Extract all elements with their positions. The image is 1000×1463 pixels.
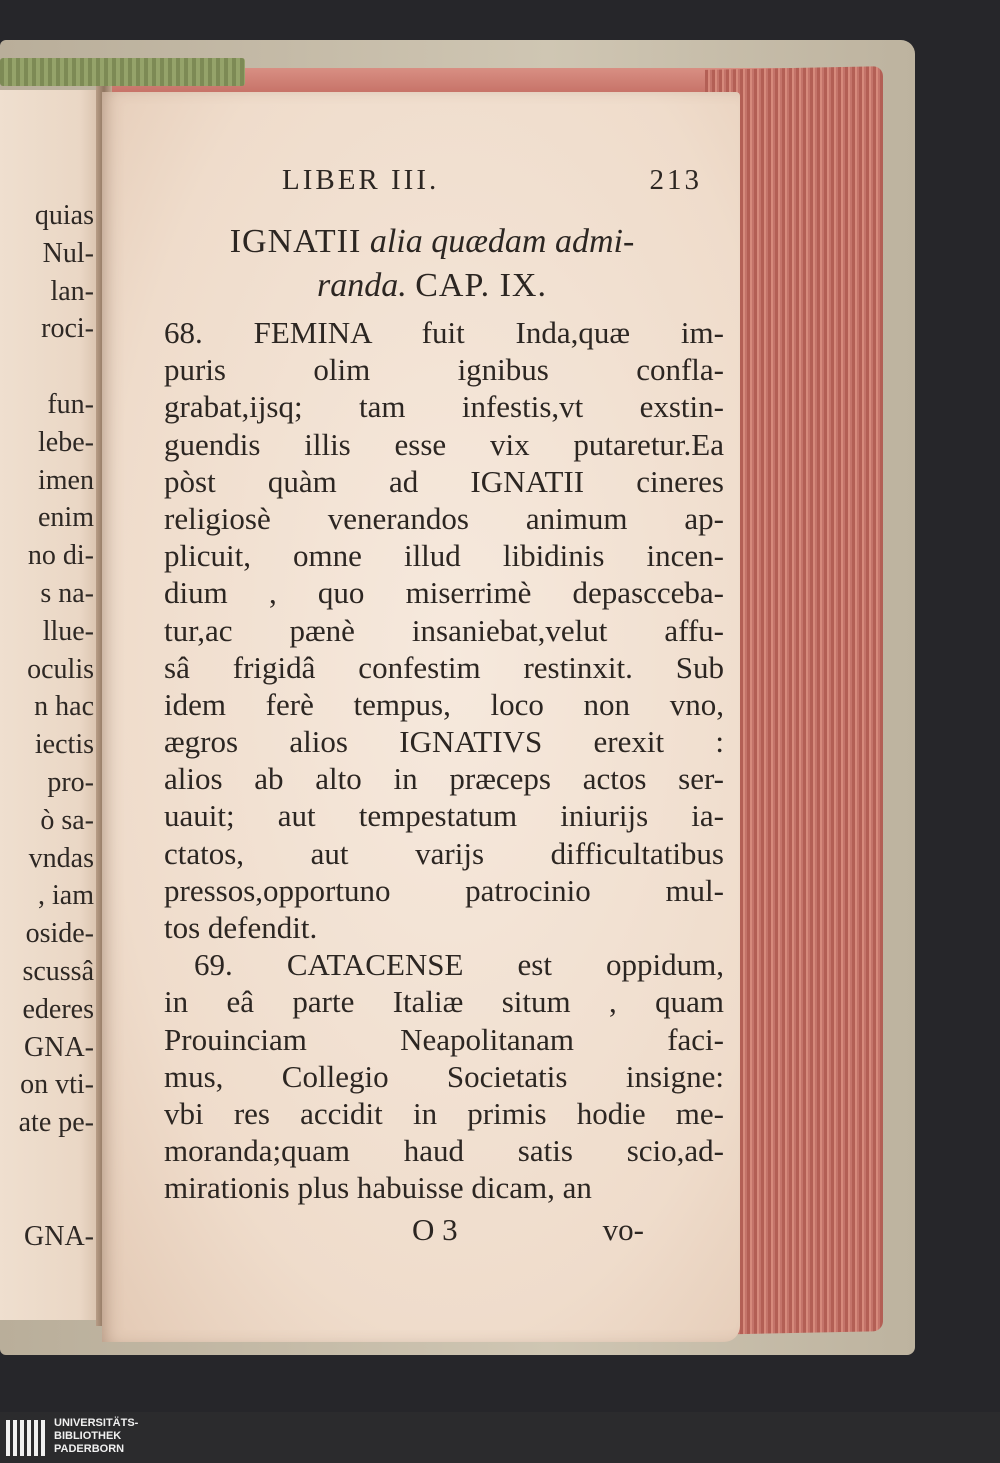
bookmark-ribbon xyxy=(0,58,245,86)
left-page-fragment: ò sa- xyxy=(40,804,94,836)
left-page-fragment: fun- xyxy=(47,389,94,420)
logo-line-1: UNIVERSITÄTS- xyxy=(54,1417,139,1429)
left-page-fragment: roci- xyxy=(41,313,94,345)
left-page-fragment: GNA- xyxy=(24,1031,94,1063)
catchword: vo- xyxy=(602,1212,644,1247)
body-line: puris olim ignibus confla- xyxy=(164,352,724,388)
left-page-fragment: pro- xyxy=(47,767,94,798)
body-line: in eâ parte Italiæ situm , quam xyxy=(164,984,724,1020)
library-logo-icon xyxy=(6,1418,48,1458)
body-line: pòst quàm ad IGNATII cineres xyxy=(164,463,724,499)
left-page-fragment: oside- xyxy=(25,918,94,950)
body-line: ctatos, aut varijs difficultatibus xyxy=(164,835,724,871)
body-line: sâ frigidâ confestim restinxit. Sub xyxy=(164,649,724,685)
left-page-fragment: s na- xyxy=(40,578,94,609)
body-line: 68. FEMINA fuit Inda,quæ im- xyxy=(164,315,724,350)
body-line: uauit; aut tempestatum iniurijs ia- xyxy=(164,798,724,834)
left-page-fragment: ederes xyxy=(22,993,94,1025)
body-line: tur,ac pænè insaniebat,velut affu- xyxy=(164,612,724,648)
left-page-fragment: , iam xyxy=(38,880,94,912)
left-page-fragment: enim xyxy=(38,502,94,534)
left-page-fragment: lan- xyxy=(50,275,94,307)
body-line: mus, Collegio Societatis insigne: xyxy=(164,1058,724,1094)
page-footer xyxy=(164,1212,644,1252)
body-line: vbi res accidit in primis hodie me- xyxy=(164,1095,724,1131)
body-line: tos defendit. xyxy=(164,910,318,945)
body-line: mirationis plus habuisse dicam, an xyxy=(164,1170,592,1206)
left-page-fragment: on vti- xyxy=(20,1069,94,1101)
body-line: plicuit, omne illud libidinis incen- xyxy=(164,538,724,574)
running-head xyxy=(162,164,702,204)
body-line: religiosè venerandos animum ap- xyxy=(164,500,724,536)
left-page-fragment: GNA- xyxy=(24,1220,94,1252)
body-line: grabat,ijsq; tam infestis,vt exstin- xyxy=(164,389,724,425)
chapter-heading xyxy=(162,220,702,308)
left-page-fragment: quias xyxy=(34,200,94,231)
left-page-fragment: scussâ xyxy=(22,956,94,987)
left-page-fragment: n hac xyxy=(34,691,94,723)
body-line: pressos,opportuno patrocinio mul- xyxy=(164,872,724,908)
body-line: moranda;quam haud satis scio,ad- xyxy=(164,1133,724,1169)
page-number: 213 xyxy=(649,164,702,196)
body-line: 69. CATACENSE est oppidum, xyxy=(194,947,724,983)
left-page-fragment: no di- xyxy=(27,540,94,572)
left-page-fragment: ate pe- xyxy=(18,1107,94,1139)
left-page-fragment: vndas xyxy=(28,842,94,874)
body-line: Prouinciam Neapolitanam faci- xyxy=(164,1021,724,1057)
left-page-fragment: llue- xyxy=(42,615,94,647)
running-title: LIBER III. xyxy=(282,164,440,196)
left-page xyxy=(0,90,100,1320)
left-page-fragment: oculis xyxy=(27,653,94,685)
right-page xyxy=(102,92,740,1342)
library-logo-bar xyxy=(0,1412,1000,1463)
logo-line-2: BIBLIOTHEK xyxy=(54,1430,122,1442)
body-text xyxy=(164,314,724,1207)
heading-line2: randa. xyxy=(317,267,407,304)
left-page-fragment: iectis xyxy=(34,729,94,761)
body-line: ægros alios IGNATIVS erexit : xyxy=(164,724,724,760)
logo-line-3: PADERBORN xyxy=(54,1443,125,1455)
left-page-fragment: Nul- xyxy=(42,237,94,269)
library-logo-text xyxy=(54,1417,138,1456)
signature-mark: O 3 xyxy=(412,1212,458,1247)
body-line: dium , quo miserrimè depascceba- xyxy=(164,575,724,611)
left-page-fragment: imen xyxy=(38,464,94,496)
body-line: guendis illis esse vix putaretur.Ea xyxy=(164,426,724,462)
body-line: alios ab alto in præceps actos ser- xyxy=(164,761,724,797)
left-page-fragment: lebe- xyxy=(38,426,94,458)
body-line: idem ferè tempus, loco non vno, xyxy=(164,686,724,722)
heading-line1: alia quædam admi- xyxy=(369,223,635,260)
chapter-number: CAP. IX. xyxy=(415,267,547,304)
heading-name: IGNATII xyxy=(229,223,362,260)
